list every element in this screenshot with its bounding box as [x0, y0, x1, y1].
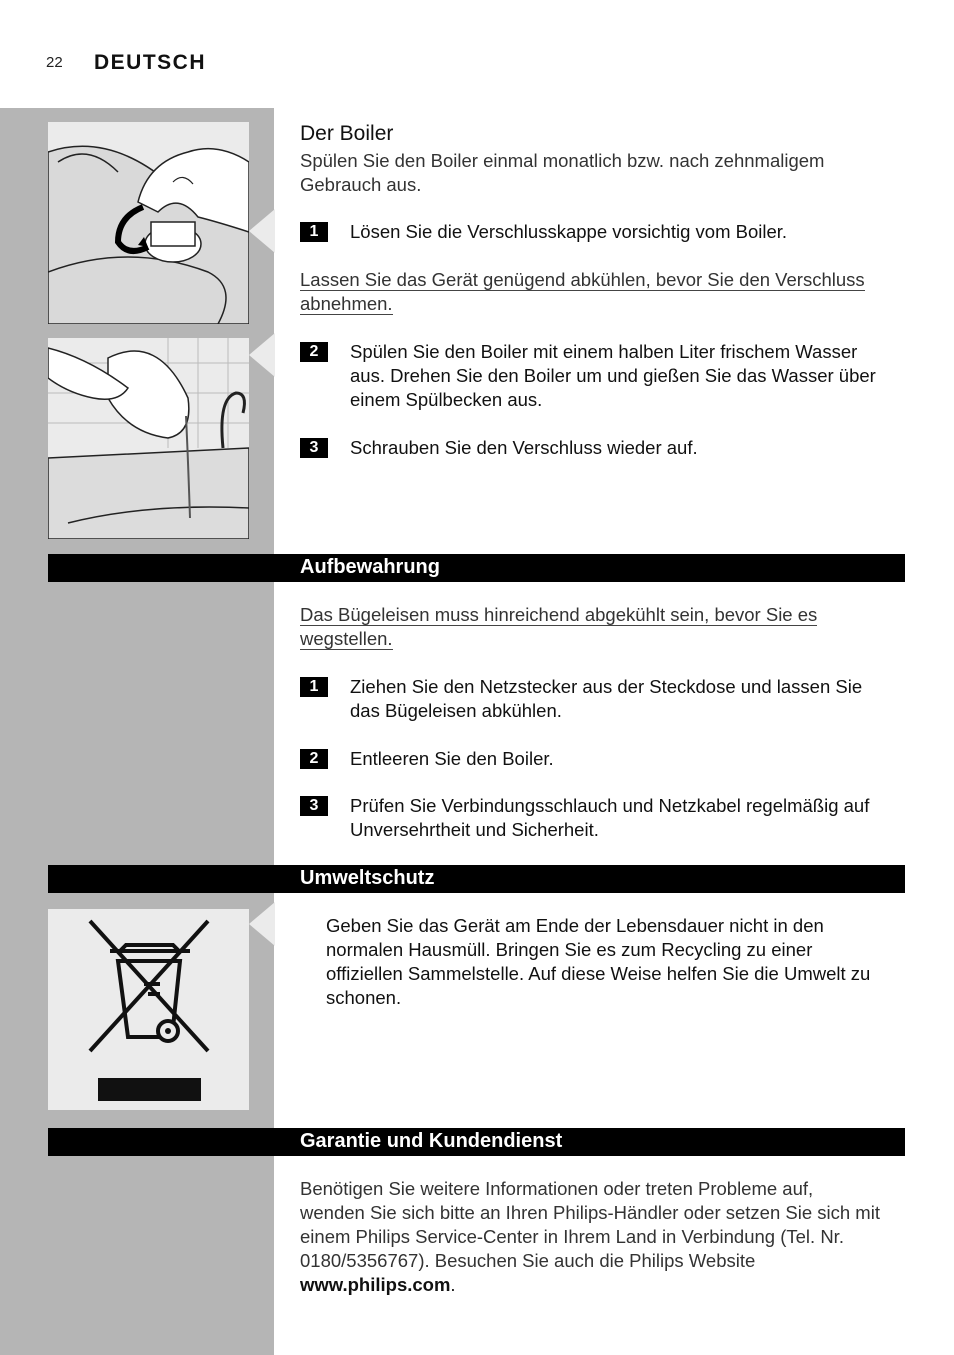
step-number: 2 [300, 749, 328, 769]
warranty-line1: Benötigen Sie weitere Informationen oder treten Probleme auf, [300, 1178, 814, 1199]
step-number: 3 [300, 438, 328, 458]
warranty-heading: Garantie und Kundendienst [300, 1130, 563, 1152]
storage-step3-line1: Prüfen Sie Verbindungsschlauch und Netzkabel regelmäßig auf [350, 795, 870, 816]
boiler-intro-line2: Gebrauch aus. [300, 174, 422, 195]
step-number: 3 [300, 796, 328, 816]
boiler-title: Der Boiler [300, 122, 394, 145]
boiler-step1-text: Lösen Sie die Verschlusskappe vorsichtig vom Boiler. [350, 221, 788, 242]
boiler-cap-illustration [48, 122, 249, 324]
image-pointer [249, 209, 275, 253]
storage-step2-text: Entleeren Sie den Boiler. [350, 748, 554, 769]
section-heading-bar [48, 865, 905, 893]
warranty-url-suffix: . [450, 1274, 456, 1295]
boiler-step2-line2: aus. Drehen Sie den Boiler um und gießen Sie das Wasser über [350, 365, 876, 386]
storage-heading: Aufbewahrung [300, 556, 440, 578]
boiler-warning-line2: abnehmen. [300, 293, 393, 314]
step-number: 1 [300, 677, 328, 697]
rinse-boiler-illustration [48, 338, 249, 539]
boiler-step2-line1: Spülen Sie den Boiler mit einem halben Liter frischem Wasser [350, 341, 858, 362]
storage-step3-line2: Unversehrtheit und Sicherheit. [350, 819, 599, 840]
storage-warning-line2: wegstellen. [300, 628, 393, 649]
environment-line1: Geben Sie das Gerät am Ende der Lebensdauer nicht in den [326, 915, 824, 936]
step-number: 2 [300, 342, 328, 362]
environment-line2: normalen Hausmüll. Bringen Sie es zum Recycling zu einer [326, 939, 813, 960]
philips-website-link[interactable]: www.philips.com [300, 1274, 451, 1295]
step-number: 1 [300, 222, 328, 242]
storage-step1-line1: Ziehen Sie den Netzstecker aus der Steckdose und lassen Sie [350, 676, 863, 697]
section-heading-bar [48, 1128, 905, 1156]
environment-line3: offiziellen Sammelstelle. Auf diese Weise helfen Sie die Umwelt zu [326, 963, 871, 984]
section-heading-bar [48, 554, 905, 582]
boiler-step3-text: Schrauben Sie den Verschluss wieder auf. [350, 437, 698, 458]
image-pointer [249, 333, 275, 377]
boiler-warning-line1: Lassen Sie das Gerät genügend abkühlen, bevor Sie den Verschluss [300, 269, 865, 290]
storage-warning-line1: Das Bügeleisen muss hinreichend abgekühlt sein, bevor Sie es [300, 604, 818, 625]
crossed-bin-icon [48, 909, 249, 1110]
warranty-line3: einem Philips Service-Center in Ihrem Land in Verbindung (Tel. Nr. [300, 1226, 844, 1247]
language-heading: DEUTSCH [94, 51, 207, 74]
warranty-line2: wenden Sie sich bitte an Ihren Philips-Händler oder setzen Sie sich mit [300, 1202, 880, 1223]
warranty-line4: 0180/5356767). Besuchen Sie auch die Philips Website [300, 1250, 756, 1271]
environment-line4: schonen. [326, 987, 402, 1008]
boiler-intro-line1: Spülen Sie den Boiler einmal monatlich bzw. nach zehnmaligem [300, 150, 825, 171]
warranty-url-line [300, 1273, 456, 1297]
image-pointer [249, 902, 275, 946]
environment-heading: Umweltschutz [300, 867, 435, 889]
storage-step1-line2: das Bügeleisen abkühlen. [350, 700, 562, 721]
boiler-step2-line3: einem Spülbecken aus. [350, 389, 543, 410]
page-number: 22 [46, 54, 63, 71]
